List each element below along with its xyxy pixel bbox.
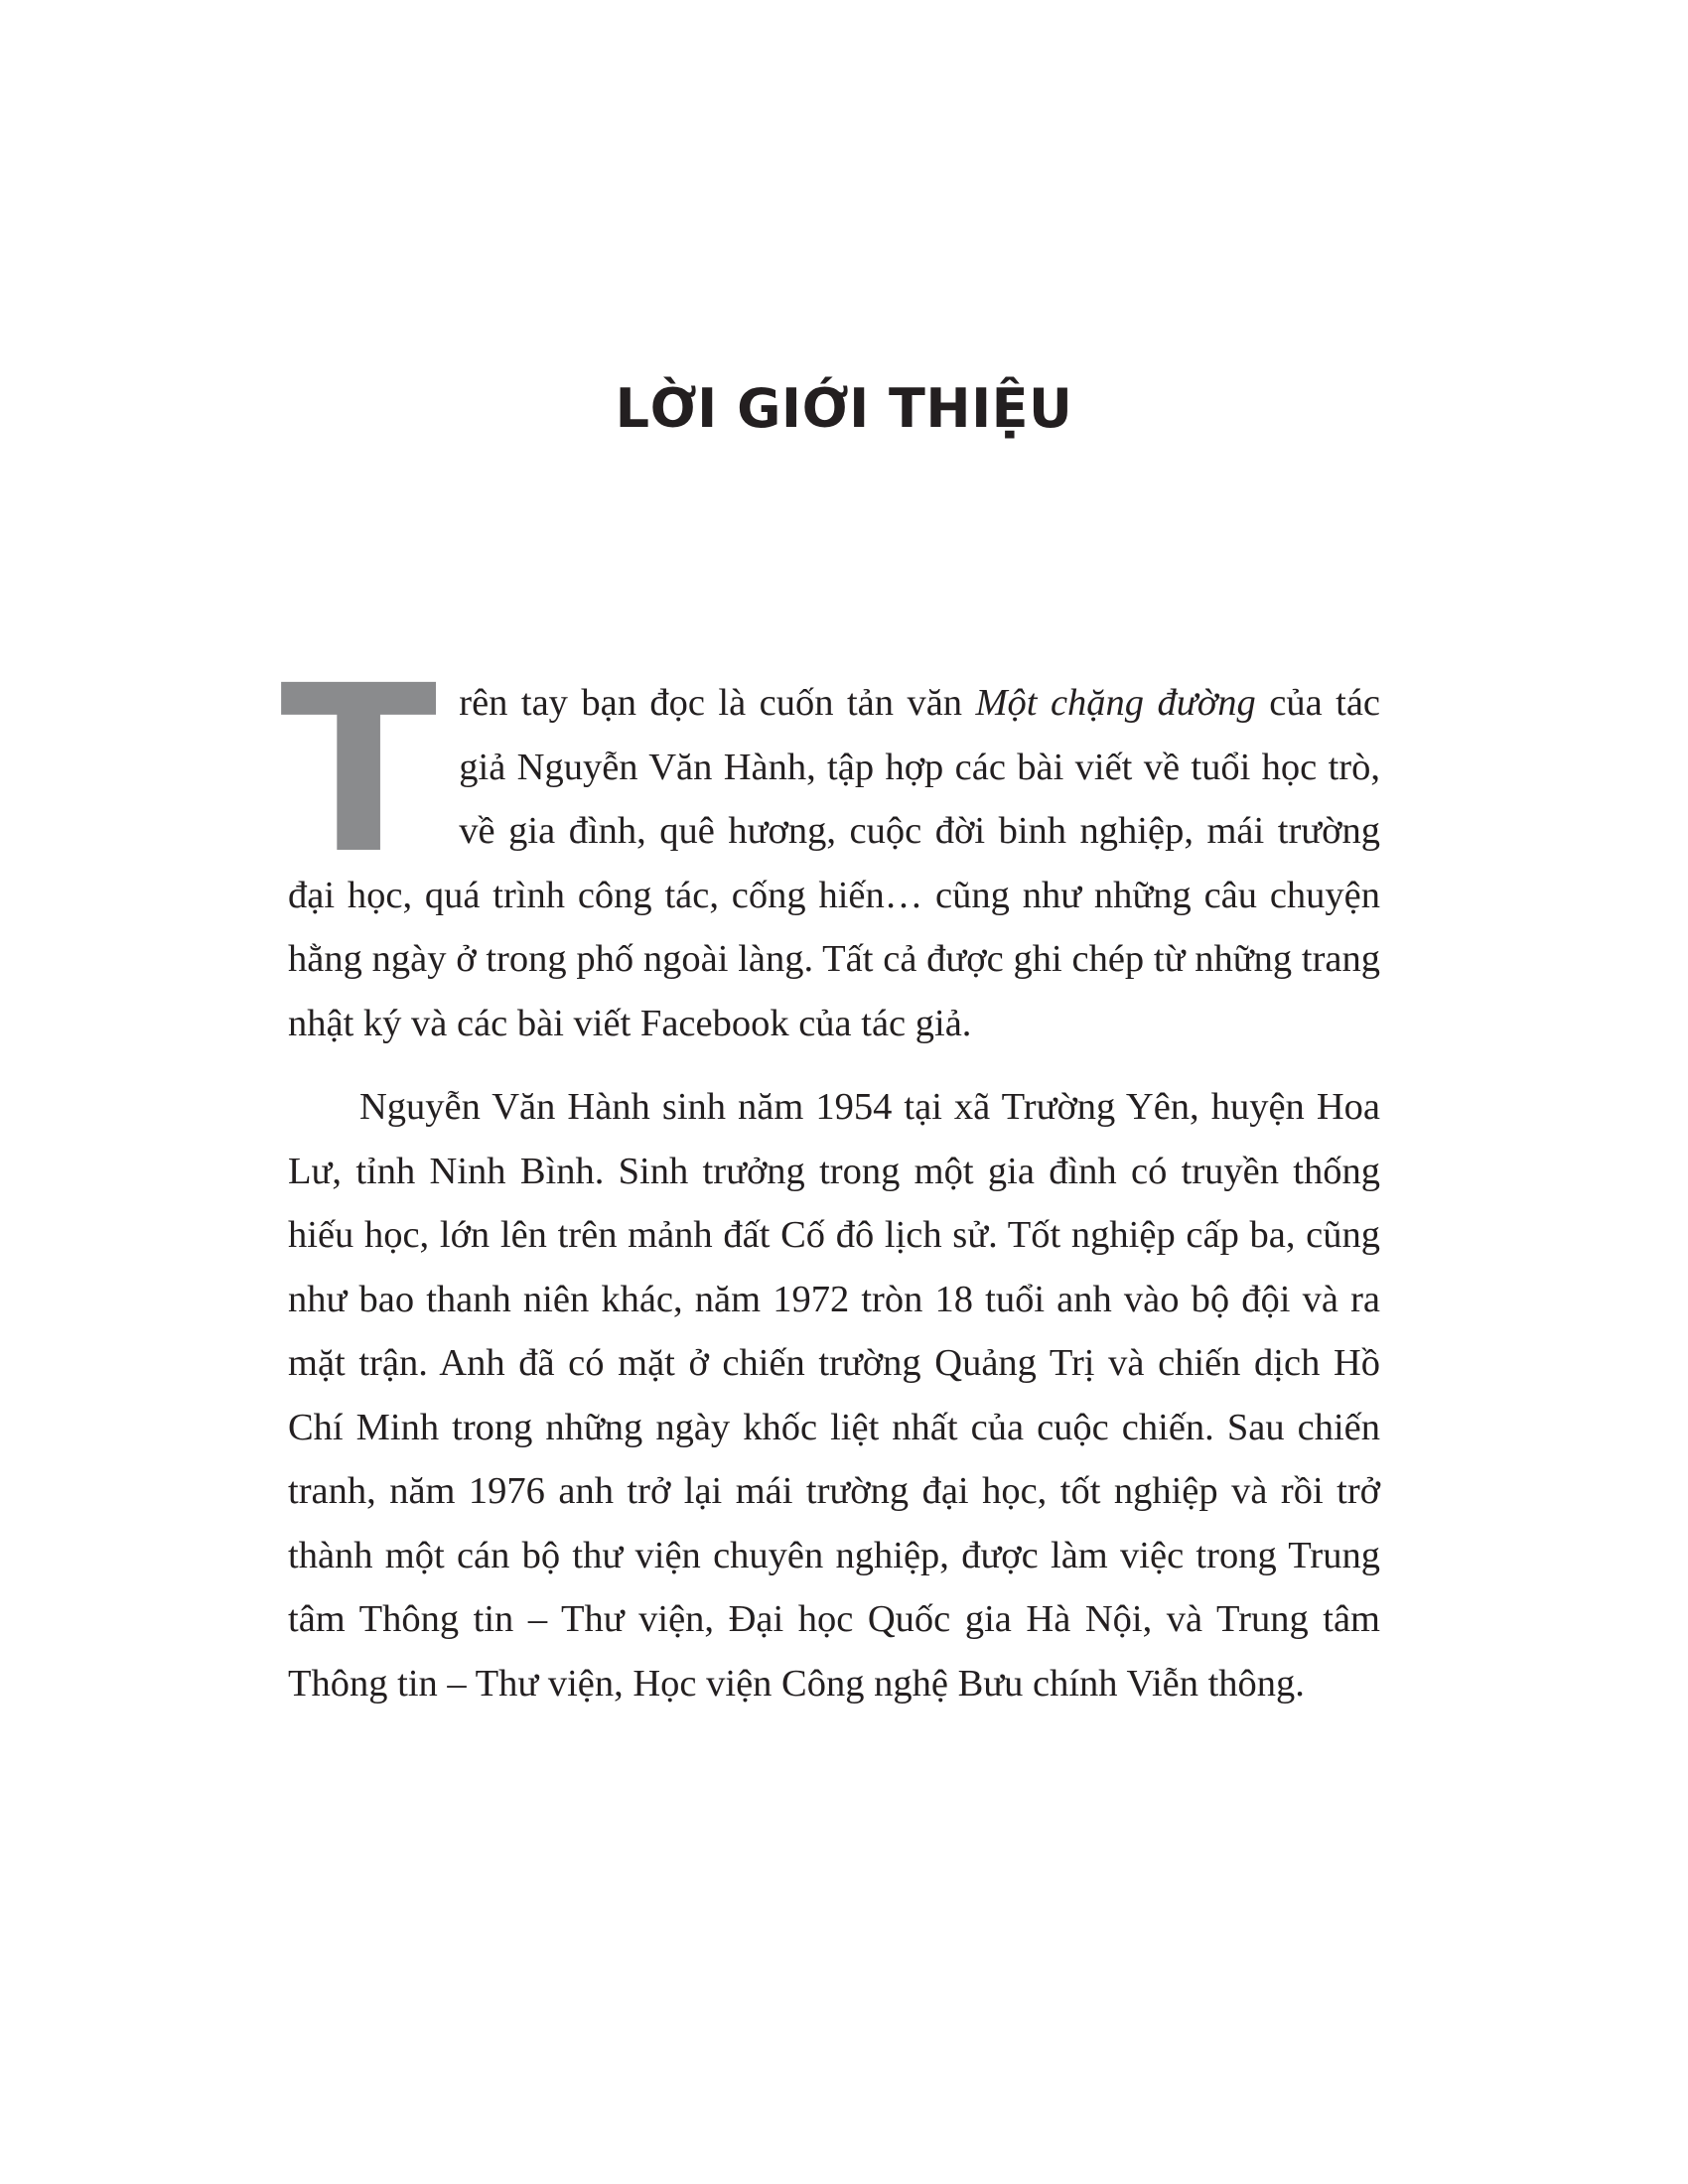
paragraph-1-text-end: của tác giả Nguyễn Văn Hành, tập hợp các bài viết về tuổi học trò, về gia đình, quê hương, cuộc đời binh nghiệp, mái trường đại học, quá trình công tác, cống hiến… cũng như những câu chuyện hằng ngày ở trong phố ngoài làng. Tất cả được ghi chép từ những trang nhật ký và các bài viết Facebook của tác giả. xyxy=(288,682,1380,1044)
page-title: LỜI GIỚI THIỆU xyxy=(615,377,1073,440)
intro-paragraph-1 xyxy=(280,636,1380,1055)
drop-cap-letter: T xyxy=(280,636,438,904)
paragraph-1-text-start: rên tay bạn đọc là cuốn tản văn xyxy=(459,682,976,724)
intro-body xyxy=(280,636,1380,1715)
intro-paragraph-2: Nguyễn Văn Hành sinh năm 1954 tại xã Trường Yên, huyện Hoa Lư, tỉnh Ninh Bình. Sinh trưởng trong một gia đình có truyền thống hiếu học, lớn lên trên mảnh đất Cố đô lịch sử. Tốt nghiệp cấp ba, cũng như bao thanh niên khác, năm 1972 tròn 18 tuổi anh vào bộ đội và ra mặt trận. Anh đã có mặt ở chiến trường Quảng Trị và chiến dịch Hồ Chí Minh trong những ngày khốc liệt nhất của cuộc chiến. Sau chiến tranh, năm 1976 anh trở lại mái trường đại học, tốt nghiệp và rồi trở thành một cán bộ thư viện chuyên nghiệp, được làm việc trong Trung tâm Thông tin – Thư viện, Đại học Quốc gia Hà Nội, và Trung tâm Thông tin – Thư viện, Học viện Công nghệ Bưu chính Viễn thông. xyxy=(288,1086,1380,1705)
book-title-italic: Một chặng đường xyxy=(975,682,1256,724)
